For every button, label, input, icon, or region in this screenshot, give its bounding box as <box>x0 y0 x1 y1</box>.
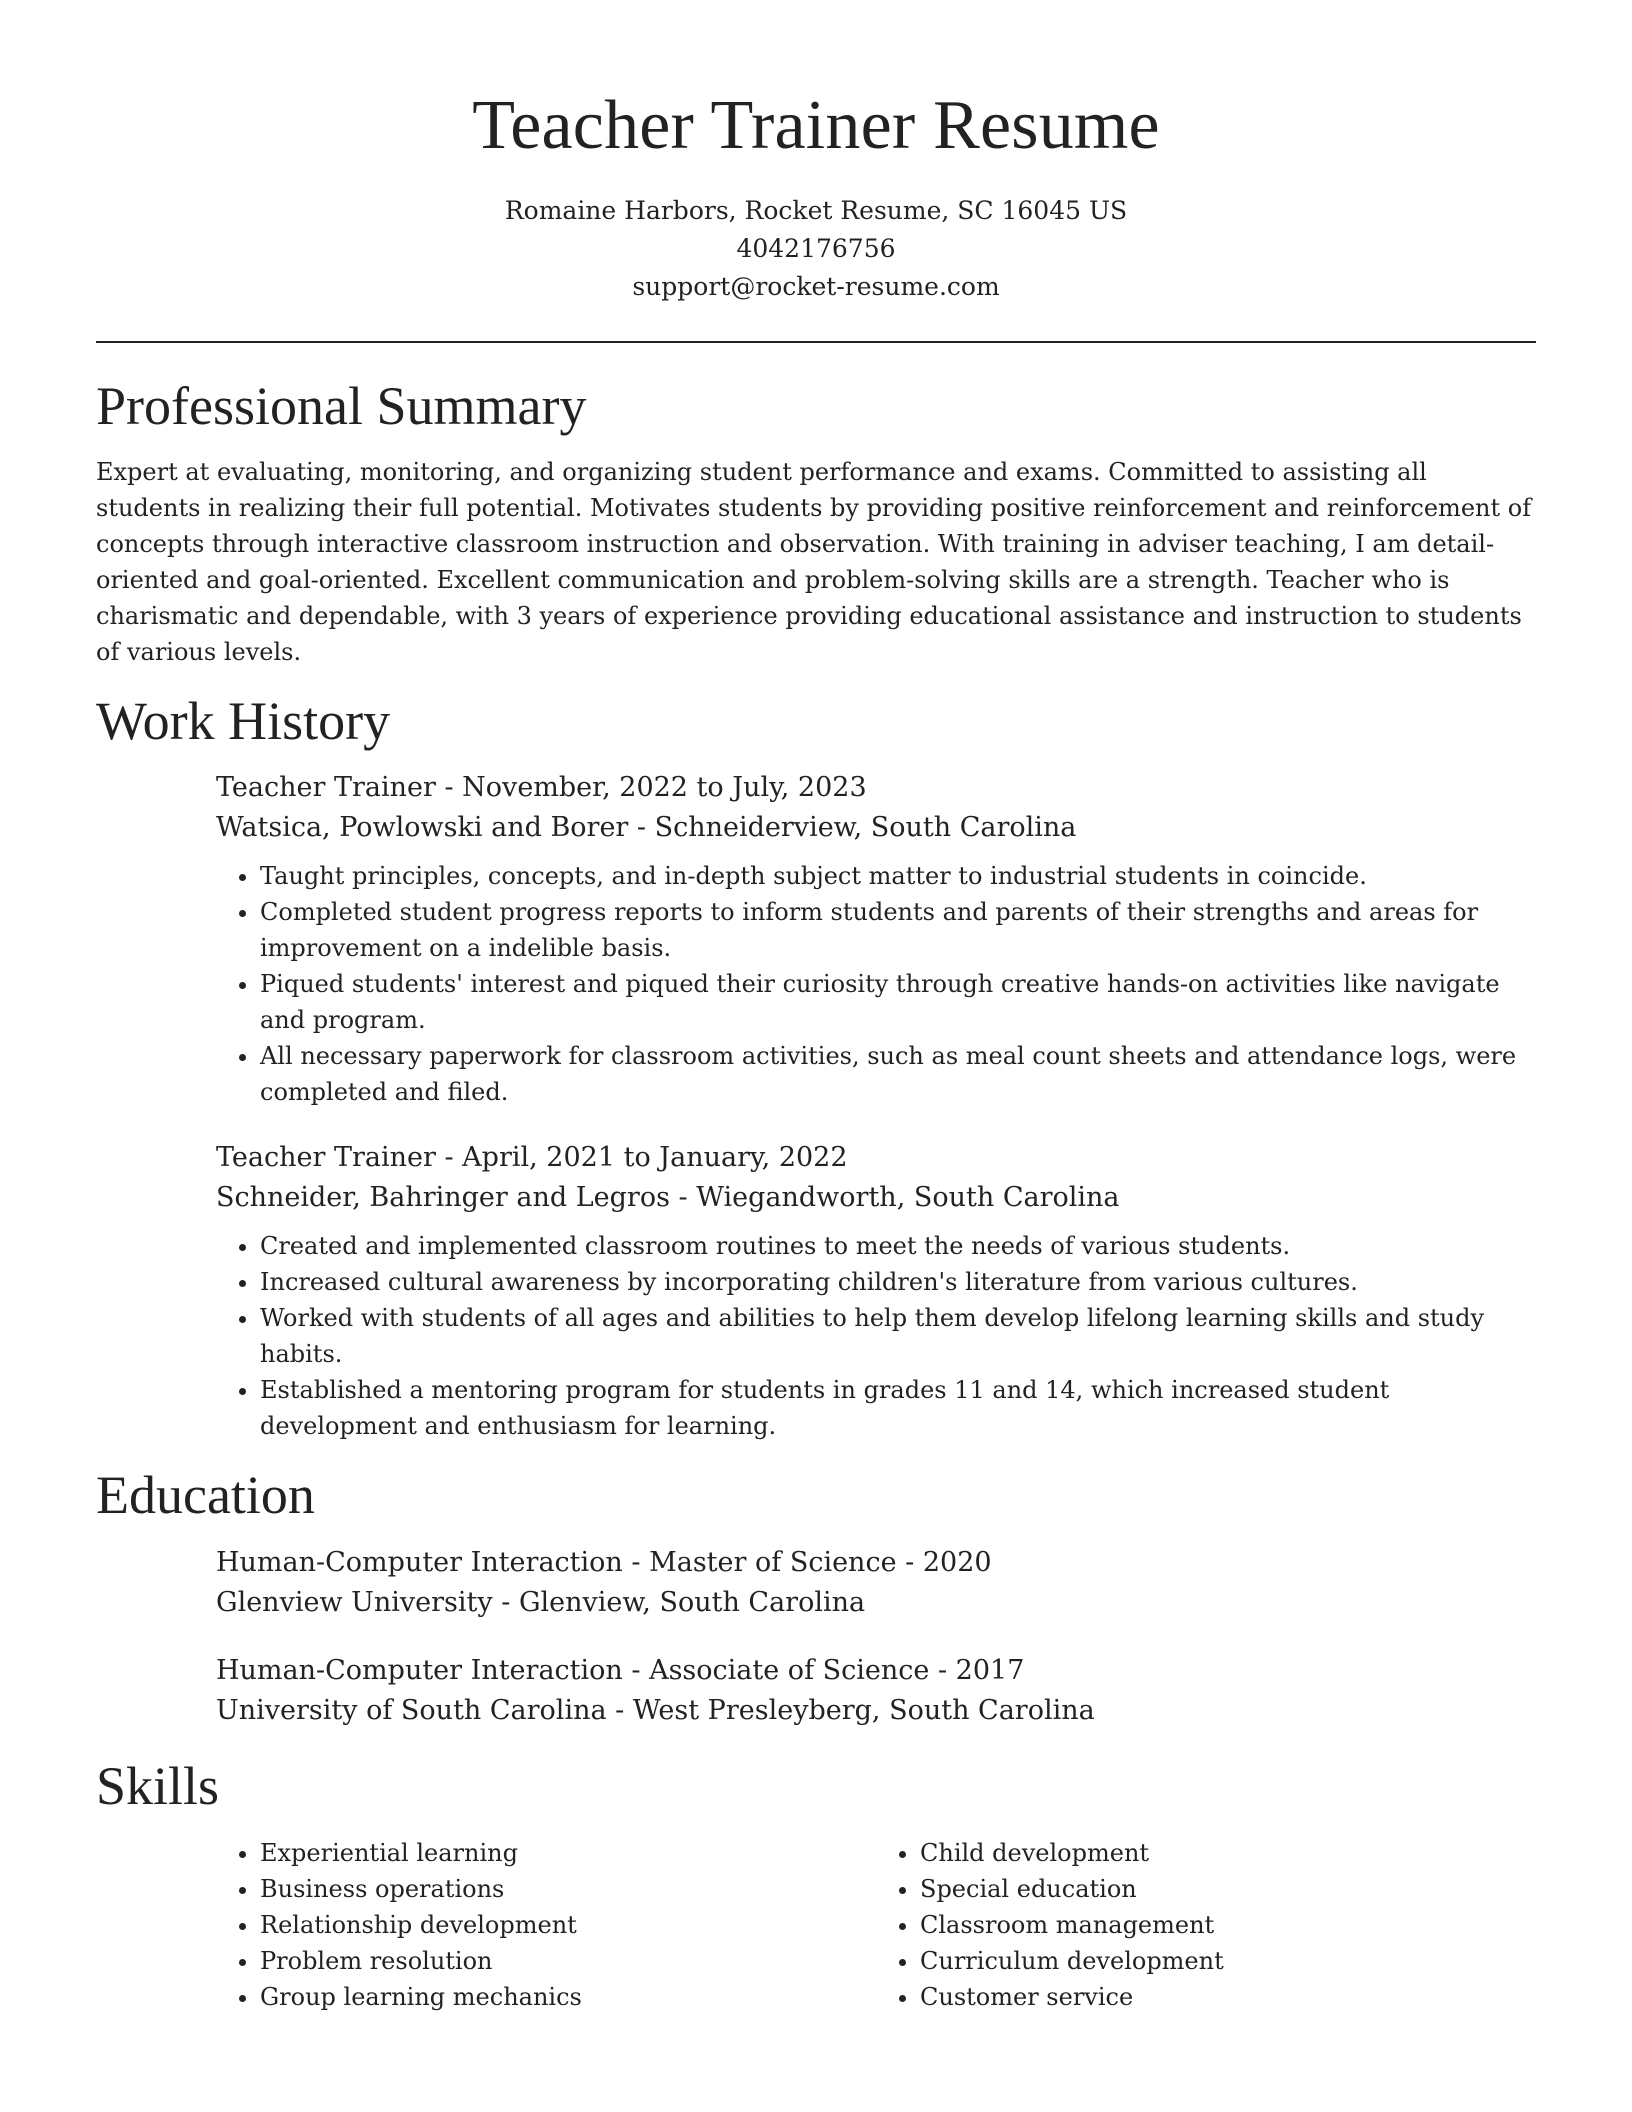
skills-columns <box>216 1825 1536 2015</box>
education-degree-line <box>216 1543 1536 1583</box>
education-degree: Human-Computer Interaction - Master of Science <box>216 1547 897 1579</box>
list-item: • Taught principles, concepts, and in-depth subject matter to industrial students in coincide. <box>260 858 1536 894</box>
list-item: • Curriculum development <box>920 1943 1536 1979</box>
education-location: - Glenview, South Carolina <box>492 1587 866 1619</box>
page-title: Teacher Trainer Resume <box>472 87 1160 164</box>
work-history-section <box>96 692 1536 1443</box>
list-item: • Relationship development <box>260 1907 876 1943</box>
job-location: - Wiegandworth, South Carolina <box>669 1181 1120 1213</box>
contact-phone: 4042176756 <box>736 234 896 263</box>
job-entry <box>216 1138 1536 1444</box>
list-item: • Group learning mechanics <box>260 1979 876 2015</box>
summary-text: Expert at evaluating, monitoring, and organizing student performance and exams. Committed to assisting all students in realizing their full potential. Motivates students by providing positive reinforcement and reinforcement of concepts through interactive classroom instruction and observation. With training in adviser teaching, I am detail-oriented and goal-oriented. Excellent communication and problem-solving skills are a strength. Teacher who is charismatic and dependable, with 3 years of experience providing educational assistance and instruction to students of various levels. <box>96 458 1532 667</box>
education-entry <box>216 1651 1536 1731</box>
education-school: Glenview University <box>216 1587 493 1619</box>
job-duties-list <box>216 858 1536 1110</box>
job-company-line <box>216 1178 1536 1218</box>
education-school: University of South Carolina <box>216 1695 607 1727</box>
section-heading-skills: Skills <box>96 1756 220 1817</box>
list-item: • Increased cultural awareness by incorporating children's literature from various cultures. <box>260 1264 1536 1300</box>
education-year: - 2020 <box>896 1547 992 1579</box>
resume-page <box>96 0 1536 2015</box>
list-item: • Created and implemented classroom routines to meet the needs of various students. <box>260 1228 1536 1264</box>
list-item: • Worked with students of all ages and abilities to help them develop lifelong learning skills and study habits. <box>260 1300 1536 1372</box>
section-heading-work: Work History <box>96 691 391 752</box>
job-title: Teacher Trainer <box>216 771 436 803</box>
contact-info <box>96 192 1536 306</box>
job-company: Schneider, Bahringer and Legros <box>216 1181 670 1213</box>
contact-email: support@rocket-resume.com <box>632 272 1000 301</box>
job-company-line <box>216 808 1536 848</box>
resume-header <box>96 0 1536 306</box>
job-title: Teacher Trainer <box>216 1141 436 1173</box>
education-location: - West Presleyberg, South Carolina <box>606 1695 1095 1727</box>
list-item: • Completed student progress reports to inform students and parents of their strengths and areas for improvement on a indelible basis. <box>260 894 1536 966</box>
list-item: • Piqued students' interest and piqued their curiosity through creative hands-on activities like navigate and program. <box>260 966 1536 1038</box>
job-dates: - November, 2022 to July, 2023 <box>435 771 867 803</box>
list-item: • Classroom management <box>920 1907 1536 1943</box>
list-item: • Established a mentoring program for students in grades 11 and 14, which increased student development and enthusiasm for learning. <box>260 1372 1536 1444</box>
education-year: - 2017 <box>929 1655 1025 1687</box>
job-entry <box>216 768 1536 1110</box>
education-school-line <box>216 1583 1536 1623</box>
job-title-line <box>216 768 1536 808</box>
header-divider <box>96 341 1536 343</box>
job-dates: - April, 2021 to January, 2022 <box>435 1141 848 1173</box>
list-item: • All necessary paperwork for classroom activities, such as meal count sheets and attendance logs, were completed and filed. <box>260 1038 1536 1110</box>
job-company: Watsica, Powlowski and Borer <box>216 811 629 843</box>
list-item: • Business operations <box>260 1871 876 1907</box>
skills-list-right <box>876 1835 1536 2015</box>
education-entry <box>216 1543 1536 1623</box>
summary-section <box>96 377 1536 670</box>
job-duties-list <box>216 1228 1536 1444</box>
list-item: • Special education <box>920 1871 1536 1907</box>
list-item: • Experiential learning <box>260 1835 876 1871</box>
list-item: • Problem resolution <box>260 1943 876 1979</box>
education-section <box>96 1466 1536 1731</box>
skills-list-left <box>216 1835 876 2015</box>
education-school-line <box>216 1691 1536 1731</box>
list-item: • Child development <box>920 1835 1536 1871</box>
education-degree-line <box>216 1651 1536 1691</box>
job-location: - Schneiderview, South Carolina <box>628 811 1077 843</box>
section-heading-education: Education <box>96 1464 315 1525</box>
education-degree: Human-Computer Interaction - Associate of Science <box>216 1655 930 1687</box>
list-item: • Customer service <box>920 1979 1536 2015</box>
skills-section <box>96 1757 1536 2014</box>
section-heading-summary: Professional Summary <box>96 376 587 436</box>
contact-address: Romaine Harbors, Rocket Resume, SC 16045 US <box>504 196 1128 225</box>
job-title-line <box>216 1138 1536 1178</box>
